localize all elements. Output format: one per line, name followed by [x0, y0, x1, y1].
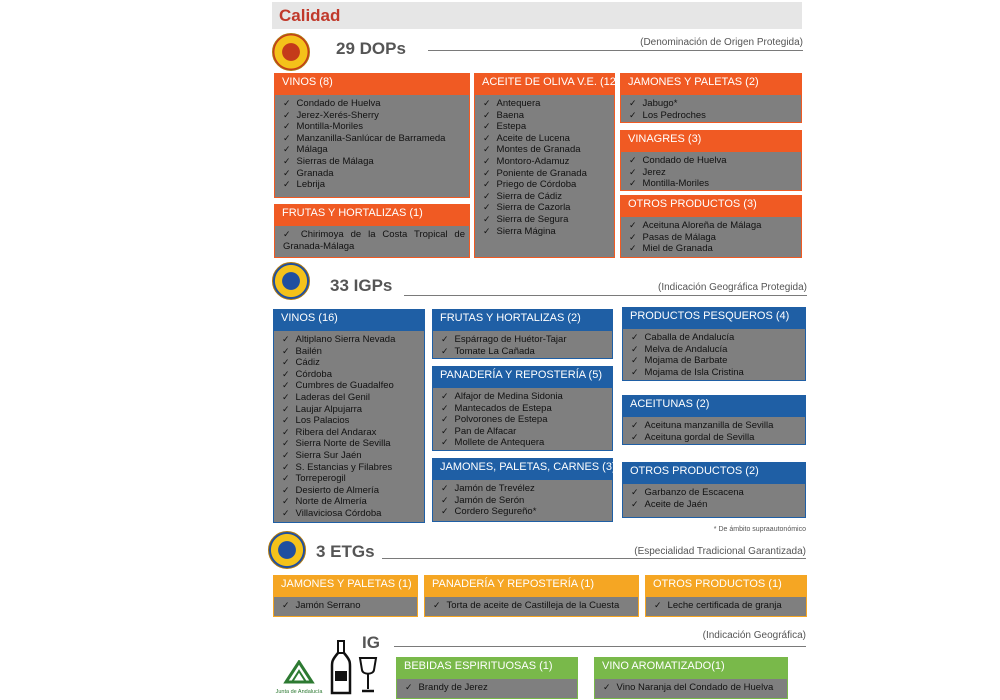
- list-item: ✓ Mojama de Isla Cristina: [631, 367, 801, 379]
- list-item: ✓ Miel de Granada: [629, 243, 797, 255]
- page-title: Calidad: [279, 6, 341, 25]
- list-item: ✓ Málaga: [283, 144, 465, 156]
- igp-box-jamones: [432, 458, 616, 522]
- igp-box-pesqueros: [622, 307, 806, 381]
- list-item: ✓ Poniente de Granada: [483, 168, 610, 180]
- list-item: ✓ Tomate La Cañada: [441, 346, 608, 358]
- dop-box-frutas: [274, 204, 470, 258]
- dop-box-aceite: [474, 73, 620, 258]
- igp-seal-icon: [272, 262, 310, 300]
- box-title: PANADERÍA Y REPOSTERÍA (1): [424, 575, 639, 597]
- logo-text: Junta de Andalucía: [275, 689, 323, 695]
- list-item: ✓ Granada: [283, 168, 465, 180]
- box-title: VINO AROMATIZADO(1): [594, 657, 788, 679]
- dop-divider: [428, 50, 803, 51]
- dop-seal-icon: [272, 33, 310, 71]
- list-item: ✓ Sierra de Cádiz: [483, 191, 610, 203]
- box-title: PRODUCTOS PESQUEROS (4): [622, 307, 806, 329]
- list-item: ✓ Villaviciosa Córdoba: [282, 508, 420, 520]
- list-item: ✓ Jamón Serrano: [282, 600, 413, 612]
- igp-box-panaderia: [432, 366, 613, 451]
- box-title: VINOS (8): [274, 73, 470, 95]
- box-title: VINAGRES (3): [620, 130, 802, 152]
- list-item: ✓ Sierra Sur Jaén: [282, 450, 420, 462]
- ig-box-bebidas: [396, 657, 578, 699]
- box-title: PANADERÍA Y REPOSTERÍA (5): [432, 366, 613, 388]
- list-item: ✓ Norte de Almería: [282, 496, 420, 508]
- list-item: ✓ Pan de Alfacar: [441, 426, 608, 438]
- list-item: ✓ Estepa: [483, 121, 610, 133]
- ig-subtitle: (Indicación Geográfica): [702, 630, 806, 641]
- list-item: ✓ Jerez-Xerés-Sherry: [283, 110, 465, 122]
- box-title: OTROS PRODUCTOS (3): [620, 195, 802, 217]
- list-item: ✓ Córdoba: [282, 369, 420, 381]
- list-item: ✓ Pasas de Málaga: [629, 232, 797, 244]
- list-item: ✓ Baena: [483, 110, 610, 122]
- list-item: ✓ Montilla-Moriles: [629, 178, 797, 190]
- igp-box-aceitunas: [622, 395, 806, 445]
- list-item: ✓ Jabugo*: [629, 98, 797, 110]
- igp-footnote: * De ámbito supraautonómico: [713, 526, 806, 533]
- igp-box-frutas: [432, 309, 613, 359]
- list-item: ✓ Leche certificada de granja: [654, 600, 802, 612]
- list-item: ✓ Vino Naranja del Condado de Huelva: [603, 682, 783, 694]
- dop-box-vinos: [274, 73, 470, 198]
- igp-box-otros: [622, 462, 806, 518]
- igp-subtitle: (Indicación Geográfica Protegida): [658, 282, 807, 293]
- box-title: OTROS PRODUCTOS (1): [645, 575, 807, 597]
- list-item: ✓ Espárrago de Huétor-Tajar: [441, 334, 608, 346]
- list-item: ✓ Cordero Segureño*: [441, 506, 608, 518]
- list-item: ✓ Condado de Huelva: [629, 155, 797, 167]
- list-item: ✓ Bailén: [282, 346, 420, 358]
- list-item: ✓ Sierra Norte de Sevilla: [282, 438, 420, 450]
- list-item: ✓ Los Pedroches: [629, 110, 797, 122]
- box-title: JAMONES, PALETAS, CARNES (3): [432, 458, 613, 480]
- list-item: ✓ Sierra de Segura: [483, 214, 610, 226]
- list-item: ✓ Torta de aceite de Castilleja de la Cuesta: [433, 600, 634, 612]
- ig-box-vino-aromatizado: [594, 657, 788, 699]
- list-item: ✓ Laujar Alpujarra: [282, 404, 420, 416]
- igp-box-vinos: [273, 309, 425, 523]
- igp-heading: 33 IGPs: [330, 276, 393, 295]
- title-bar: [272, 2, 802, 29]
- list-item: ✓ Sierras de Málaga: [283, 156, 465, 168]
- list-item: ✓ Montes de Granada: [483, 144, 610, 156]
- igp-divider: [404, 295, 807, 296]
- etg-seal-icon: [268, 531, 306, 569]
- etg-divider: [382, 558, 806, 559]
- list-item: ✓ Caballa de Andalucía: [631, 332, 801, 344]
- list-item: ✓ Chirimoya de la Costa Tropical de Granada-Málaga: [283, 229, 465, 252]
- list-item: ✓ Alfajor de Medina Sidonia: [441, 391, 608, 403]
- list-item: ✓ Melva de Andalucía: [631, 344, 801, 356]
- list-item: ✓ Jerez: [629, 167, 797, 179]
- list-item: ✓ Cádiz: [282, 357, 420, 369]
- list-item: ✓ Polvorones de Estepa: [441, 414, 608, 426]
- list-item: ✓ Jamón de Trevélez: [441, 483, 608, 495]
- list-item: ✓ Aceite de Jaén: [631, 499, 801, 511]
- etg-subtitle: (Especialidad Tradicional Garantizada): [634, 546, 806, 557]
- dop-box-vinagres: [620, 130, 802, 191]
- junta-andalucia-logo-icon: [272, 660, 326, 684]
- box-title: FRUTAS Y HORTALIZAS (1): [274, 204, 470, 226]
- list-item: ✓ Ribera del Andarax: [282, 427, 420, 439]
- list-item: ✓ Antequera: [483, 98, 610, 110]
- list-item: ✓ Mojama de Barbate: [631, 355, 801, 367]
- list-item: ✓ Brandy de Jerez: [405, 682, 573, 694]
- box-title: ACEITE DE OLIVA V.E. (12): [474, 73, 615, 95]
- etg-box-jamones: [273, 575, 418, 617]
- box-title: JAMONES Y PALETAS (2): [620, 73, 802, 95]
- list-item: ✓ S. Estancias y Filabres: [282, 462, 420, 474]
- dop-box-jamones: [620, 73, 802, 123]
- list-item: ✓ Condado de Huelva: [283, 98, 465, 110]
- box-title: ACEITUNAS (2): [622, 395, 806, 417]
- list-item: ✓ Garbanzo de Escacena: [631, 487, 801, 499]
- junta-andalucia-logo: [272, 660, 326, 698]
- box-title: BEBIDAS ESPIRITUOSAS (1): [396, 657, 578, 679]
- box-title: VINOS (16): [273, 309, 425, 331]
- list-item: ✓ Sierra de Cazorla: [483, 202, 610, 214]
- list-item: ✓ Mantecados de Estepa: [441, 403, 608, 415]
- list-item: ✓ Aceituna manzanilla de Sevilla: [631, 420, 801, 432]
- list-item: ✓ Aceite de Lucena: [483, 133, 610, 145]
- dop-subtitle: (Denominación de Origen Protegida): [640, 37, 803, 48]
- list-item: ✓ Sierra Mágina: [483, 226, 610, 238]
- list-item: ✓ Aceituna Aloreña de Málaga: [629, 220, 797, 232]
- box-title: OTROS PRODUCTOS (2): [622, 462, 806, 484]
- wine-glass-icon: [357, 656, 379, 694]
- ig-heading: IG: [362, 633, 380, 652]
- list-item: ✓ Cumbres de Guadalfeo: [282, 380, 420, 392]
- list-item: ✓ Aceituna gordal de Sevilla: [631, 432, 801, 444]
- list-item: ✓ Jamón de Serón: [441, 495, 608, 507]
- list-item: ✓ Manzanilla-Sanlúcar de Barrameda: [283, 133, 465, 145]
- list-item: ✓ Lebrija: [283, 179, 465, 191]
- etg-box-otros: [645, 575, 807, 617]
- list-item: ✓ Montoro-Adamuz: [483, 156, 610, 168]
- ig-divider: [394, 646, 806, 647]
- box-title: JAMONES Y PALETAS (1): [273, 575, 418, 597]
- list-item: ✓ Montilla-Moriles: [283, 121, 465, 133]
- etg-heading: 3 ETGs: [316, 542, 375, 561]
- list-item: ✓ Priego de Córdoba: [483, 179, 610, 191]
- box-title: FRUTAS Y HORTALIZAS (2): [432, 309, 613, 331]
- list-item: ✓ Los Palacios: [282, 415, 420, 427]
- list-item: ✓ Torreperogil: [282, 473, 420, 485]
- etg-box-panaderia: [424, 575, 639, 617]
- bottle-icon: [330, 640, 352, 695]
- dop-box-otros: [620, 195, 802, 258]
- list-item: ✓ Mollete de Antequera: [441, 437, 608, 449]
- list-item: ✓ Desierto de Almería: [282, 485, 420, 497]
- dop-heading: 29 DOPs: [336, 39, 406, 58]
- list-item: ✓ Altiplano Sierra Nevada: [282, 334, 420, 346]
- list-item: ✓ Laderas del Genil: [282, 392, 420, 404]
